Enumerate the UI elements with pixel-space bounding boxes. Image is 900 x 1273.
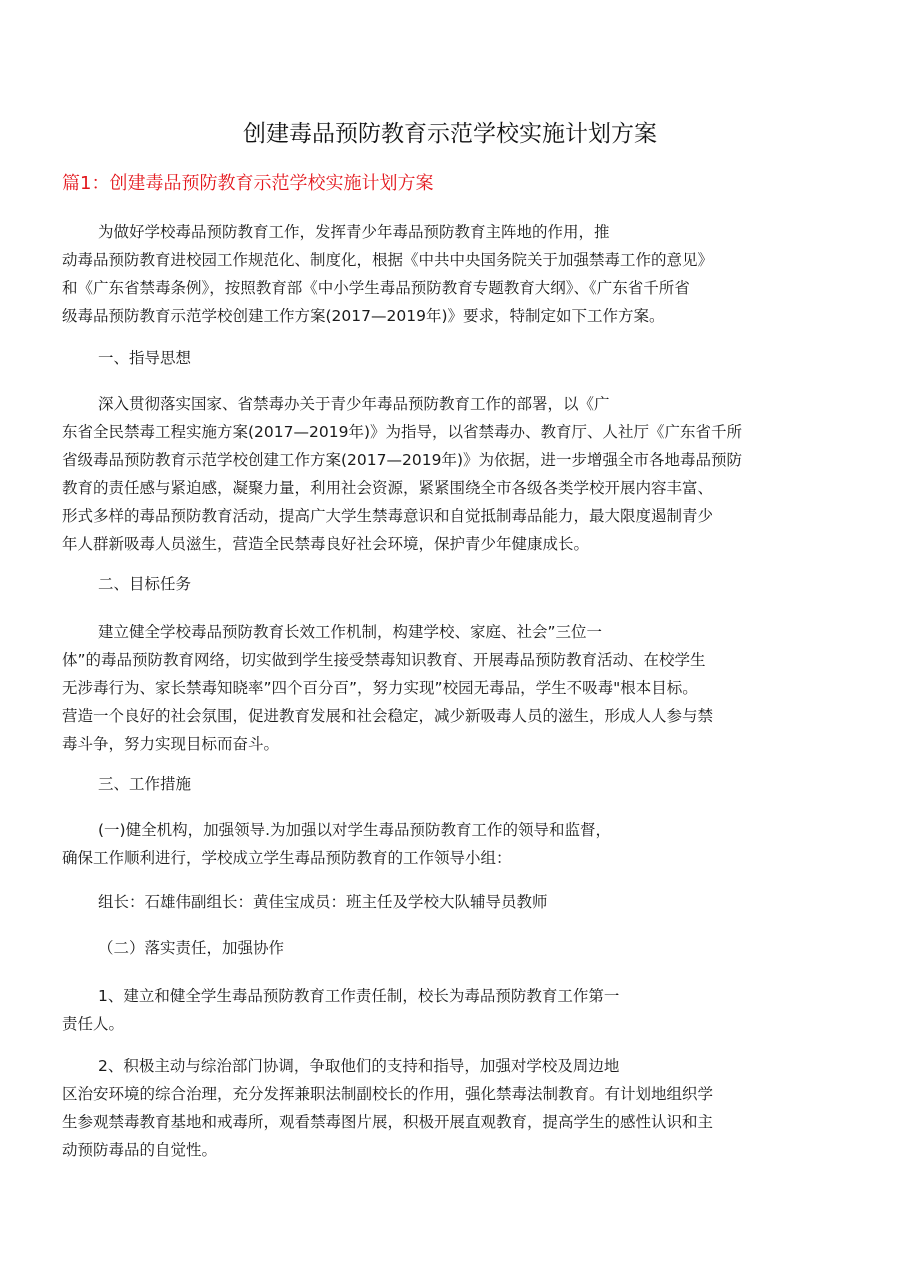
heading-text: （二）落实责任，加强协作 bbox=[98, 939, 285, 957]
paragraph-line: 无涉毒行为、家长禁毒知晓率”四个百分百”，努力实现”校园无毒品，学生不吸毒"根本目标。 bbox=[62, 679, 698, 697]
paragraph-line: (一)健全机构，加强领导.为加强以对学生毒品预防教育工作的领导和监督， bbox=[98, 821, 612, 839]
paragraph-line: 东省全民禁毒工程实施方案(2017—2019年)》为指导，以省禁毒办、教育厅、人社厅《广东省千所 bbox=[62, 423, 742, 441]
heading-goals-tasks bbox=[62, 570, 842, 598]
paragraph-line: 深入贯彻落实国家、省禁毒办关于青少年毒品预防教育工作的部署，以《广 bbox=[98, 395, 610, 413]
paragraph-line: 确保工作顺利进行，学校成立学生毒品预防教育的工作领导小组： bbox=[62, 849, 512, 867]
paragraph-line: 省级毒品预防教育示范学校创建工作方案(2017—2019年)》为依据，进一步增强全市各地毒品预防 bbox=[62, 451, 742, 469]
paragraph-line: 体”的毒品预防教育网络，切实做到学生接受禁毒知识教育、开展毒品预防教育活动、在校学生 bbox=[62, 651, 706, 669]
paragraph-line: 形式多样的毒品预防教育活动，提高广大学生禁毒意识和自觉抵制毒品能力，最大限度遏制青少 bbox=[62, 507, 714, 525]
paragraph-line: 动毒品预防教育进校园工作规范化、制度化，根据《中共中央国务院关于加强禁毒工作的意见》 bbox=[62, 251, 714, 269]
paragraph-line: 营造一个良好的社会氛围，促进教育发展和社会稳定，减少新吸毒人员的滋生，形成人人参与禁 bbox=[62, 707, 714, 725]
heading-text: 一、指导思想 bbox=[98, 349, 192, 367]
paragraph-line: 区治安环境的综合治理，充分发挥兼职法制副校长的作用，强化禁毒法制教育。有计划地组织学 bbox=[62, 1085, 714, 1103]
paragraph-line: 责任人。 bbox=[62, 1015, 125, 1033]
paragraph-line: 建立健全学校毒品预防教育长效工作机制，构建学校、家庭、社会”三位一 bbox=[98, 623, 603, 641]
heading-text: 二、目标任务 bbox=[98, 575, 192, 593]
document-title: 创建毒品预防教育示范学校实施计划方案 bbox=[243, 121, 657, 147]
paragraph-line: 为做好学校毒品预防教育工作，发挥青少年毒品预防教育主阵地的作用，推 bbox=[98, 223, 610, 241]
heading-text: 三、工作措施 bbox=[98, 775, 192, 793]
paragraph-line: 毒斗争，努力实现目标而奋斗。 bbox=[62, 735, 280, 753]
paragraph-line: 级毒品预防教育示范学校创建工作方案(2017—2019年)》要求，特制定如下工作方案。 bbox=[62, 307, 665, 325]
paragraph-line: 2、积极主动与综治部门协调，争取他们的支持和指导，加强对学校及周边地 bbox=[98, 1057, 620, 1075]
heading-guiding-ideology bbox=[62, 344, 842, 372]
paragraph-line: 生参观禁毒教育基地和戒毒所，观看禁毒图片展，积极开展直观教育，提高学生的感性认识和主 bbox=[62, 1113, 714, 1131]
paragraph-line: 动预防毒品的自觉性。 bbox=[62, 1141, 218, 1159]
paragraph-line: 和《广东省禁毒条例》，按照教育部《中小学生毒品预防教育专题教育大纲》、《广东省千所省 bbox=[62, 279, 690, 297]
organization-paragraph bbox=[62, 816, 842, 872]
paragraph-line: 1、建立和健全学生毒品预防教育工作责任制，校长为毒品预防教育工作第一 bbox=[98, 987, 620, 1005]
responsibility-item-2 bbox=[62, 1052, 842, 1164]
goals-tasks-paragraph bbox=[62, 618, 842, 758]
paragraph-line: 教育的责任感与紧迫感，凝聚力量，利用社会资源，紧紧围绕全市各级各类学校开展内容丰富、 bbox=[62, 479, 714, 497]
responsibility-item-1 bbox=[62, 982, 842, 1038]
intro-paragraph bbox=[62, 218, 842, 330]
section-title: 篇1：创建毒品预防教育示范学校实施计划方案 bbox=[62, 173, 434, 194]
guiding-ideology-paragraph bbox=[62, 390, 842, 558]
team-members-paragraph bbox=[62, 888, 842, 916]
heading-responsibility bbox=[62, 934, 842, 962]
paragraph-line: 组长：石雄伟副组长：黄佳宝成员：班主任及学校大队辅导员教师 bbox=[98, 893, 548, 911]
paragraph-line: 年人群新吸毒人员滋生，营造全民禁毒良好社会环境，保护青少年健康成长。 bbox=[62, 535, 590, 553]
heading-work-measures bbox=[62, 770, 842, 798]
